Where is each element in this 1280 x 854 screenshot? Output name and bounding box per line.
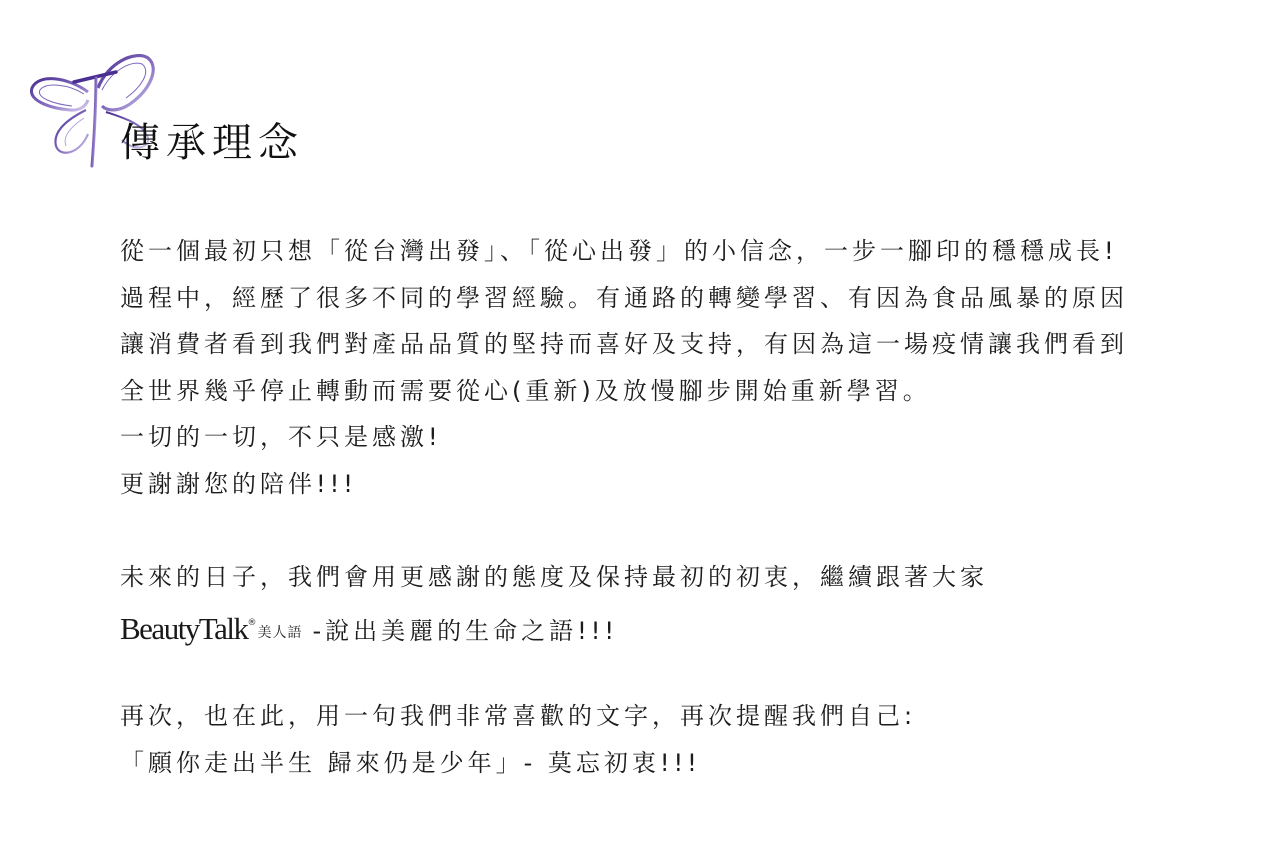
body-line: 全世界幾乎停止轉動而需要從心(重新)及放慢腳步開始重新學習。 <box>120 376 931 405</box>
paragraph-spacer <box>120 647 1250 694</box>
body-line: 再次，也在此，用一句我們非常喜歡的文字，再次提醒我們自己: <box>120 702 917 730</box>
body-line: 過程中，經歷了很多不同的學習經驗。有通路的轉變學習、有因為食品風暴的原因 <box>120 283 1128 312</box>
brand-chinese-name: 美人語 <box>257 625 303 641</box>
body-line: 更謝謝您的陪伴!!! <box>120 469 357 498</box>
brand-line <box>120 600 1250 647</box>
registered-mark: ® <box>247 618 257 628</box>
page-title: 傳承理念 <box>120 120 304 166</box>
brand-slogan: -說出美麗的生命之語!!! <box>312 617 618 645</box>
quote-line: 「願你走出半生 歸來仍是少年」- 莫忘初衷!!! <box>120 748 701 777</box>
body-line: 未來的日子，我們會用更感謝的態度及保持最初的初衷，繼續跟著大家 <box>120 562 988 591</box>
brand-wordmark: BeautyTalk <box>120 611 248 646</box>
philosophy-body <box>120 228 1250 786</box>
body-line: 一切的一切，不只是感激! <box>120 423 442 451</box>
body-line: 讓消費者看到我們對產品品質的堅持而喜好及支持，有因為這一場疫情讓我們看到 <box>120 330 1128 358</box>
body-line: 從一個最初只想「從台灣出發」、「從心出發」的小信念，一步一腳印的穩穩成長! <box>120 237 1118 265</box>
paragraph-spacer <box>120 507 1250 554</box>
